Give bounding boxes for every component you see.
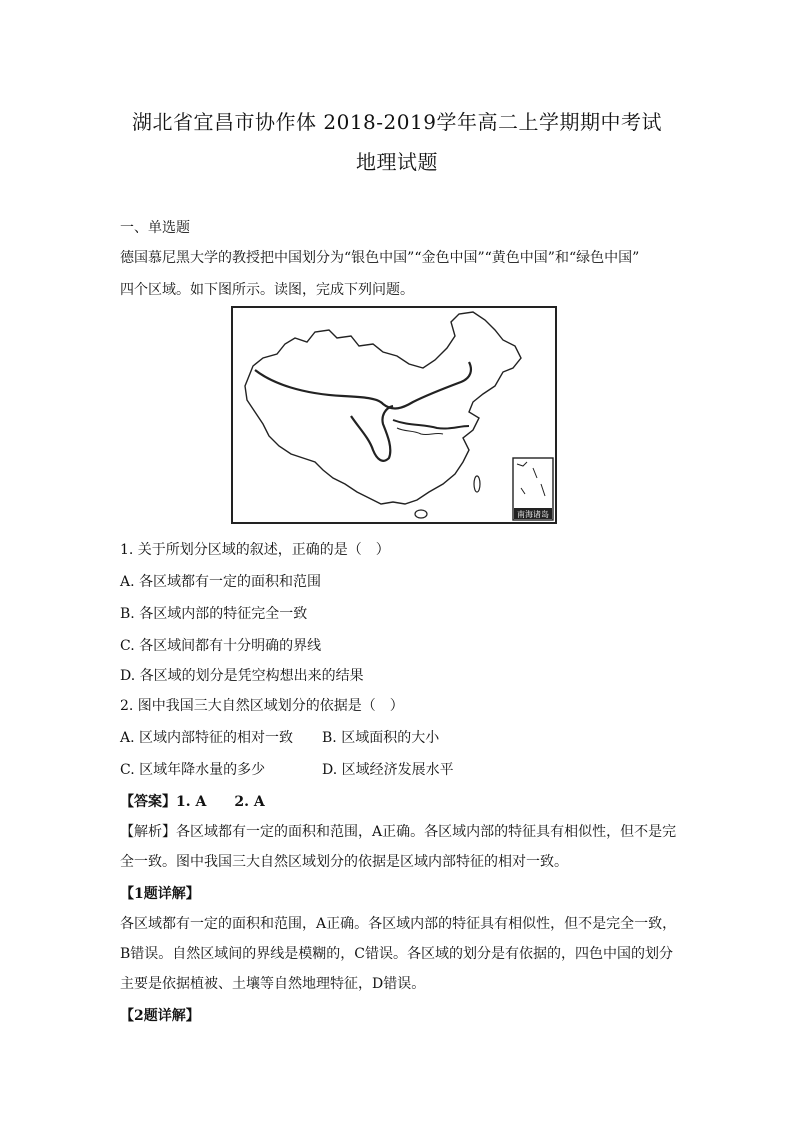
china-map-svg	[233, 308, 555, 522]
region-boundary-east	[393, 420, 469, 429]
question-1-stem: 1. 关于所划分区域的叙述，正确的是（ ）	[120, 542, 390, 558]
china-outline	[245, 312, 521, 504]
taiwan-island	[474, 476, 480, 492]
detail-2-heading: 【2题详解】	[120, 1008, 200, 1024]
section-heading: 一、单选题	[120, 220, 190, 236]
question-2-option-b: B. 区域面积的大小	[322, 730, 440, 746]
question-1-option-c: C. 各区域间都有十分明确的界线	[120, 638, 322, 654]
detail-1-line-2: B错误。自然区域间的界线是模糊的，C错误。各区域的划分是有依据的，四色中国的划分	[120, 946, 673, 962]
region-boundary-north	[255, 362, 471, 408]
detail-1-heading: 【1题详解】	[120, 886, 200, 902]
question-2-option-c: C. 区域年降水量的多少	[120, 762, 266, 778]
answer-line: 【答案】1. A 2. A	[120, 794, 265, 810]
inset-label: 南海诸岛	[517, 510, 549, 519]
china-map-figure	[231, 306, 557, 524]
intro-text-line-1: 德国慕尼黑大学的教授把中国划分为“银色中国”“金色中国”“黄色中国”和“绿色中国”	[120, 250, 640, 266]
river-line	[397, 428, 443, 435]
analysis-line-2: 全一致。图中我国三大自然区域划分的依据是区域内部特征的相对一致。	[120, 854, 568, 870]
question-2-option-d: D. 区域经济发展水平	[322, 762, 454, 778]
region-boundary-west	[351, 406, 393, 461]
page-title: 湖北省宜昌市协作体 2018-2019学年高二上学期期中考试	[132, 110, 662, 134]
question-1-option-b: B. 各区域内部的特征完全一致	[120, 606, 308, 622]
detail-1-line-3: 主要是依据植被、土壤等自然地理特征，D错误。	[120, 976, 426, 992]
question-2-stem: 2. 图中我国三大自然区域划分的依据是（ ）	[120, 698, 404, 714]
question-1-option-d: D. 各区域的划分是凭空构想出来的结果	[120, 668, 364, 684]
analysis-line-1: 【解析】各区域都有一定的面积和范围，A正确。各区域内部的特征具有相似性，但不是完	[120, 824, 677, 840]
hainan-island	[415, 510, 427, 518]
detail-1-line-1: 各区域都有一定的面积和范围，A正确。各区域内部的特征具有相似性，但不是完全一致，	[120, 916, 677, 932]
question-1-option-a: A. 各区域都有一定的面积和范围	[120, 574, 322, 590]
question-2-option-a: A. 区域内部特征的相对一致	[120, 730, 294, 746]
page-subtitle: 地理试题	[356, 150, 438, 174]
intro-text-line-2: 四个区域。如下图所示。读图，完成下列问题。	[120, 282, 414, 298]
